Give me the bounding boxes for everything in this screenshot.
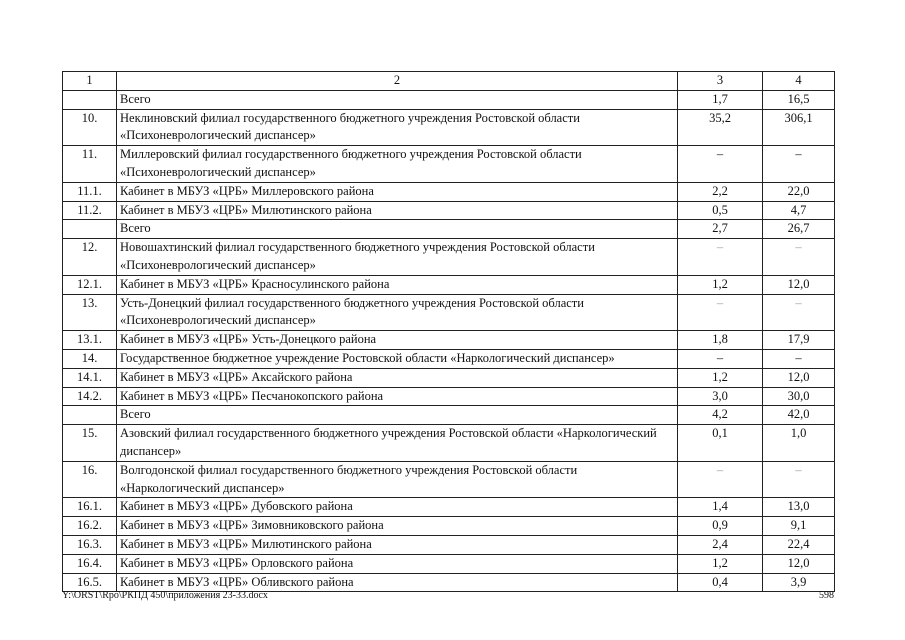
row-name-cell: Государственное бюджетное учреждение Ростовской области «Наркологический диспансер» bbox=[117, 349, 678, 368]
row-name-cell: Миллеровский филиал государственного бюджетного учреждения Ростовской области «Психоневрологический диспансер» bbox=[117, 146, 678, 183]
footer-page-number: 598 bbox=[819, 590, 834, 601]
row-number-cell: 16.2. bbox=[63, 517, 117, 536]
row-col3-cell: 2,2 bbox=[678, 182, 763, 201]
row-number-cell: 13.1. bbox=[63, 331, 117, 350]
document-table bbox=[62, 71, 835, 592]
table-row bbox=[63, 517, 835, 536]
header-col-1: 1 bbox=[63, 72, 117, 91]
row-col4-cell: 22,0 bbox=[763, 182, 835, 201]
row-number-cell: 12. bbox=[63, 239, 117, 276]
table-row bbox=[63, 387, 835, 406]
row-name-cell: Кабинет в МБУЗ «ЦРБ» Милютинского района bbox=[117, 535, 678, 554]
row-col4-cell: – bbox=[763, 239, 835, 276]
table-row bbox=[63, 182, 835, 201]
row-number-cell: 15. bbox=[63, 425, 117, 462]
row-col4-cell: – bbox=[763, 461, 835, 498]
header-col-4: 4 bbox=[763, 72, 835, 91]
row-name-cell: Кабинет в МБУЗ «ЦРБ» Усть-Донецкого района bbox=[117, 331, 678, 350]
table-row bbox=[63, 220, 835, 239]
row-col4-cell: 30,0 bbox=[763, 387, 835, 406]
row-col4-cell: 1,0 bbox=[763, 425, 835, 462]
row-name-cell: Кабинет в МБУЗ «ЦРБ» Дубовского района bbox=[117, 498, 678, 517]
row-number-cell: 16.3. bbox=[63, 535, 117, 554]
table-row bbox=[63, 331, 835, 350]
row-col4-cell: 3,9 bbox=[763, 573, 835, 592]
header-col-2: 2 bbox=[117, 72, 678, 91]
row-col3-cell: 0,4 bbox=[678, 573, 763, 592]
row-number-cell bbox=[63, 220, 117, 239]
row-name-cell: Кабинет в МБУЗ «ЦРБ» Песчанокопского района bbox=[117, 387, 678, 406]
row-col3-cell: 35,2 bbox=[678, 109, 763, 146]
table-row bbox=[63, 368, 835, 387]
row-col4-cell: 12,0 bbox=[763, 368, 835, 387]
row-number-cell: 16.1. bbox=[63, 498, 117, 517]
row-col4-cell: 13,0 bbox=[763, 498, 835, 517]
row-col3-cell: – bbox=[678, 294, 763, 331]
row-number-cell: 11.2. bbox=[63, 201, 117, 220]
row-number-cell: 14.2. bbox=[63, 387, 117, 406]
row-number-cell: 14. bbox=[63, 349, 117, 368]
row-col4-cell: 9,1 bbox=[763, 517, 835, 536]
row-col3-cell: 1,7 bbox=[678, 90, 763, 109]
row-col3-cell: – bbox=[678, 349, 763, 368]
row-name-cell: Кабинет в МБУЗ «ЦРБ» Милютинского района bbox=[117, 201, 678, 220]
table-row bbox=[63, 406, 835, 425]
row-col4-cell: 42,0 bbox=[763, 406, 835, 425]
row-number-cell bbox=[63, 90, 117, 109]
row-col3-cell: – bbox=[678, 146, 763, 183]
table-row bbox=[63, 109, 835, 146]
row-col3-cell: – bbox=[678, 461, 763, 498]
footer-file-path: Y:\ORST\Rpo\РКПД 450\приложения 23-33.docx bbox=[62, 590, 268, 601]
row-col3-cell: 1,2 bbox=[678, 275, 763, 294]
row-number-cell: 16.5. bbox=[63, 573, 117, 592]
table-row bbox=[63, 573, 835, 592]
row-name-cell: Азовский филиал государственного бюджетного учреждения Ростовской области «Наркологический диспансер» bbox=[117, 425, 678, 462]
row-name-cell: Неклиновский филиал государственного бюджетного учреждения Ростовской области «Психоневрологический диспансер» bbox=[117, 109, 678, 146]
row-col3-cell: 3,0 bbox=[678, 387, 763, 406]
row-col4-cell: 12,0 bbox=[763, 275, 835, 294]
table-row bbox=[63, 535, 835, 554]
row-number-cell: 11. bbox=[63, 146, 117, 183]
table-body bbox=[63, 90, 835, 592]
row-col3-cell: 0,5 bbox=[678, 201, 763, 220]
row-col3-cell: 0,1 bbox=[678, 425, 763, 462]
row-col4-cell: 4,7 bbox=[763, 201, 835, 220]
row-col4-cell: 26,7 bbox=[763, 220, 835, 239]
row-number-cell: 16.4. bbox=[63, 554, 117, 573]
table-row bbox=[63, 201, 835, 220]
row-col3-cell: 1,2 bbox=[678, 554, 763, 573]
table-row bbox=[63, 90, 835, 109]
row-number-cell: 10. bbox=[63, 109, 117, 146]
table-row bbox=[63, 275, 835, 294]
row-name-cell: Кабинет в МБУЗ «ЦРБ» Зимовниковского района bbox=[117, 517, 678, 536]
row-col4-cell: – bbox=[763, 146, 835, 183]
row-col4-cell: 22,4 bbox=[763, 535, 835, 554]
row-col3-cell: – bbox=[678, 239, 763, 276]
row-name-cell: Всего bbox=[117, 406, 678, 425]
table-row bbox=[63, 239, 835, 276]
row-name-cell: Кабинет в МБУЗ «ЦРБ» Обливского района bbox=[117, 573, 678, 592]
row-col4-cell: 306,1 bbox=[763, 109, 835, 146]
row-number-cell: 11.1. bbox=[63, 182, 117, 201]
row-col4-cell: 17,9 bbox=[763, 331, 835, 350]
row-name-cell: Кабинет в МБУЗ «ЦРБ» Красносулинского района bbox=[117, 275, 678, 294]
row-name-cell: Всего bbox=[117, 220, 678, 239]
row-col3-cell: 1,4 bbox=[678, 498, 763, 517]
row-name-cell: Кабинет в МБУЗ «ЦРБ» Орловского района bbox=[117, 554, 678, 573]
table-row bbox=[63, 146, 835, 183]
row-number-cell bbox=[63, 406, 117, 425]
row-col3-cell: 0,9 bbox=[678, 517, 763, 536]
row-col4-cell: 16,5 bbox=[763, 90, 835, 109]
table-row bbox=[63, 461, 835, 498]
row-name-cell: Всего bbox=[117, 90, 678, 109]
table-row bbox=[63, 425, 835, 462]
row-number-cell: 14.1. bbox=[63, 368, 117, 387]
row-number-cell: 16. bbox=[63, 461, 117, 498]
table-row bbox=[63, 554, 835, 573]
row-name-cell: Волгодонской филиал государственного бюджетного учреждения Ростовской области «Наркологический диспансер» bbox=[117, 461, 678, 498]
header-col-3: 3 bbox=[678, 72, 763, 91]
row-col4-cell: 12,0 bbox=[763, 554, 835, 573]
row-name-cell: Кабинет в МБУЗ «ЦРБ» Аксайского района bbox=[117, 368, 678, 387]
row-col4-cell: – bbox=[763, 294, 835, 331]
row-number-cell: 12.1. bbox=[63, 275, 117, 294]
table-row bbox=[63, 294, 835, 331]
row-col3-cell: 1,2 bbox=[678, 368, 763, 387]
header-row bbox=[63, 72, 835, 91]
row-name-cell: Новошахтинский филиал государственного бюджетного учреждения Ростовской области «Психоневрологический диспансер» bbox=[117, 239, 678, 276]
row-number-cell: 13. bbox=[63, 294, 117, 331]
row-col3-cell: 2,7 bbox=[678, 220, 763, 239]
table-row bbox=[63, 349, 835, 368]
table-row bbox=[63, 498, 835, 517]
row-name-cell: Усть-Донецкий филиал государственного бюджетного учреждения Ростовской области «Психоневрологический диспансер» bbox=[117, 294, 678, 331]
row-name-cell: Кабинет в МБУЗ «ЦРБ» Миллеровского района bbox=[117, 182, 678, 201]
row-col3-cell: 2,4 bbox=[678, 535, 763, 554]
row-col4-cell: – bbox=[763, 349, 835, 368]
row-col3-cell: 4,2 bbox=[678, 406, 763, 425]
row-col3-cell: 1,8 bbox=[678, 331, 763, 350]
